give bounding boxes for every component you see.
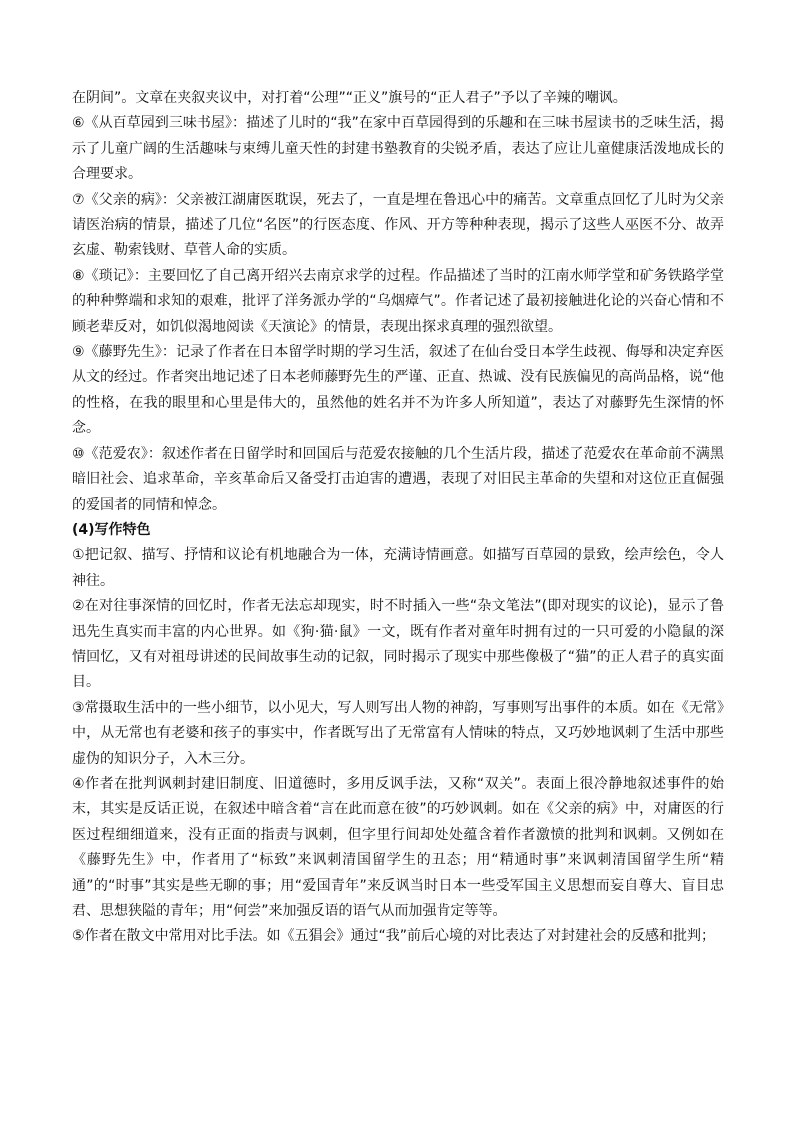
feature-item-5: ⑤作者在散文中常用对比手法。如《五猖会》通过“我”前后心境的对比表达了对封建社会的反感和批判； [72,928,716,945]
section-heading: (4)写作特色 [72,521,151,538]
paragraph-suoji: ⑧《琐记》：主要回忆了自己离开绍兴去南京求学的过程。作品描述了当时的江南水师学堂和矿务铁路学堂的种种弊端和求知的艰难，批评了洋务派办学的“乌烟瘴气”。作者记述了最初接触进化论的兴奋心情和不顾老辈反对，如饥似渴地阅读《天演论》的情景，表现出探求真理的强烈欲望。 [72,267,724,335]
feature-item-1: ①把记叙、描写、抒情和议论有机地融合为一体，充满诗情画意。如描写百草园的景致，绘声绘色，令人神往。 [72,547,724,589]
paragraph-intro: 在阴间”。文章在夹叙夹议中，对打着“公理”“正义”旗号的“正人君子”予以了辛辣的嘲讽。 [72,90,627,106]
paragraph-fan-ainong: ⑩《范爱农》：叙述作者在日留学时和回国后与范爱农接触的几个生活片段，描述了范爱农在革命前不满黑暗旧社会、追求革命，辛亥革命后又备受打击迫害的遭遇，表现了对旧民主革命的失望和对这位正直倔强的爱国者的同情和悼念。 [72,445,724,513]
paragraph-fuqin-de-bing: ⑦《父亲的病》：父亲被江湖庸医耽误，死去了，一直是埋在鲁迅心中的痛苦。文章重点回忆了儿时为父亲请医治病的情景，描述了几位“名医”的行医态度、作风、开方等种种表现，揭示了这些人巫医不分、故弄玄虚、勒索钱财、草菅人命的实质。 [72,191,724,259]
paragraph-tengye-xiansheng: ⑨《藤野先生》：记录了作者在日本留学时期的学习生活，叙述了在仙台受日本学生歧视、侮辱和决定弃医从文的经过。作者突出地记述了日本老师藤野先生的严谨、正直、热诚、没有民族偏见的高尚品格，说“他的性格，在我的眼里和心里是伟大的，虽然他的姓名并不为许多人所知道”，表达了对藤野先生深情的怀念。 [72,344,724,437]
feature-item-3: ③常摄取生活中的一些小细节，以小见大，写人则写出人物的神韵，写事则写出事件的本质。如在《无常》中，从无常也有老婆和孩子的事实中，作者既写出了无常富有人情味的特点，又巧妙地讽刺了生活中那些虚伪的知识分子，入木三分。 [72,699,724,767]
paragraph-baicaoyuan: ⑥《从百草园到三味书屋》：描述了儿时的“我”在家中百草园得到的乐趣和在三味书屋读书的乏味生活，揭示了儿童广阔的生活趣味与束缚儿童天性的封建书塾教育的尖锐矛盾，表达了应让儿童健康活泼地成长的合理要求。 [72,115,724,183]
feature-item-4: ④作者在批判讽刺封建旧制度、旧道德时，多用反讽手法，又称“双关”。表面上很冷静地叙述事件的始末，其实是反话正说，在叙述中暗含着“言在此而意在彼”的巧妙讽刺。如在《父亲的病》中，对庸医的行医过程细细道来，没有正面的指责与讽刺，但字里行间却处处蕴含着作者激愤的批判和讽刺。又例如在《藤野先生》中，作者用了“标致”来讽刺清国留学生的丑态；用“精通时事”来讽刺清国留学生所“精通”的“时事”其实是些无聊的事；用“爱国青年”来反讽当时日本一些受军国主义思想而妄自尊大、盲目忠君、思想狭隘的青年；用“何尝”来加强反语的语气从而加强肯定等等。 [72,775,724,919]
document-page [72,86,724,950]
feature-item-2: ②在对往事深情的回忆时，作者无法忘却现实，时不时插入一些“杂文笔法”(即对现实的议论)，显示了鲁迅先生真实而丰富的内心世界。如《狗·猫·鼠》一文，既有作者对童年时拥有过的一只可爱的小隐鼠的深情回忆，又有对祖母讲述的民间故事生动的记叙，同时揭示了现实中那些像极了“猫”的正人君子的真实面目。 [72,598,724,691]
